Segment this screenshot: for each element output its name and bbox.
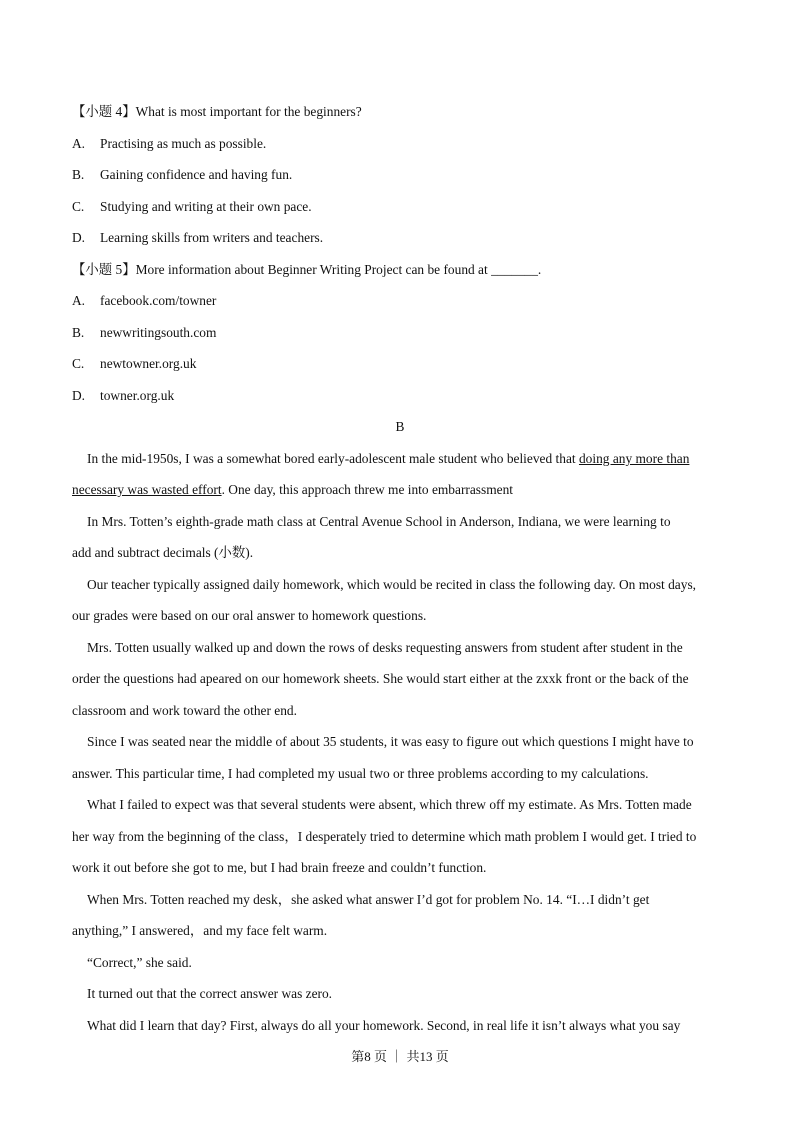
passage-paragraph-7-line-1: When Mrs. Totten reached my desk，she asked what answer I’d got for problem No. 14. “I…I didn’t get (87, 892, 650, 907)
q5-option-d (72, 387, 174, 405)
option-letter: D. (72, 388, 86, 403)
option-letter: B. (72, 325, 85, 340)
option-letter: B. (72, 167, 85, 182)
q5-option-a (72, 292, 216, 310)
passage-paragraph-9: It turned out that the correct answer was zero. (87, 986, 333, 1001)
passage-paragraph-1-line-2 (72, 481, 513, 499)
option-text: Gaining confidence and having fun. (100, 167, 293, 182)
question-5-stem: 【小题 5】More information about Beginner Writing Project can be found at _______. (72, 262, 542, 277)
q5-option-b (72, 324, 216, 342)
underlined-phrase: doing any more than (578, 451, 690, 466)
q5-option-c (72, 355, 196, 373)
passage-paragraph-10: What did I learn that day? First, always do all your homework. Second, in real life it isn’t always what you say (87, 1018, 681, 1033)
underlined-phrase: necessary was wasted effort (72, 482, 222, 497)
option-letter: C. (72, 199, 85, 214)
passage-paragraph-6-line-3: work it out before she got to me, but I had brain freeze and couldn’t function. (72, 860, 487, 875)
option-letter: C. (72, 356, 85, 371)
passage-paragraph-5-line-1: Since I was seated near the middle of about 35 students, it was easy to figure out which questions I might have to (87, 734, 694, 749)
option-text: Learning skills from writers and teachers. (100, 230, 324, 245)
passage-paragraph-3-line-2: our grades were based on our oral answer to homework questions. (72, 608, 427, 623)
passage-text: In the mid-1950s, I was a somewhat bored early-adolescent male student who believed that (87, 451, 579, 466)
passage-paragraph-2-line-1: In Mrs. Totten’s eighth-grade math class at Central Avenue School in Anderson, Indiana, we were learning to (87, 514, 671, 529)
passage-text: . One day, this approach threw me into embarrassment (221, 482, 513, 497)
q4-option-d (72, 229, 323, 247)
question-4-stem: 【小题 4】What is most important for the beginners? (72, 104, 362, 119)
option-letter: A. (72, 136, 86, 151)
option-text: towner.org.uk (100, 388, 175, 403)
passage-paragraph-7-line-2: anything,” I answered，and my face felt warm. (72, 923, 328, 938)
passage-paragraph-5-line-2: answer. This particular time, I had completed my usual two or three problems according to my calculations. (72, 766, 649, 781)
passage-paragraph-2-line-2: add and subtract decimals (小数). (72, 545, 254, 560)
q4-option-a (72, 135, 266, 153)
q4-option-b (72, 166, 292, 184)
option-letter: A. (72, 293, 86, 308)
passage-paragraph-4-line-2: order the questions had apeared on our homework sheets. She would start either at the zxxk front or the back of the (72, 671, 689, 686)
passage-paragraph-8: “Correct,” she said. (87, 955, 192, 970)
passage-paragraph-4-line-3: classroom and work toward the other end. (72, 703, 297, 718)
page-number-footer: 第8 页 ｜ 共13 页 (351, 1049, 449, 1064)
passage-paragraph-6-line-1: What I failed to expect was that several students were absent, which threw off my estimate. As Mrs. Totten made (87, 797, 692, 812)
q4-option-c (72, 198, 312, 216)
option-text: newwritingsouth.com (100, 325, 217, 340)
passage-paragraph-6-line-2: her way from the beginning of the class，I desperately tried to determine which math problem I would get. I tried to (72, 829, 697, 844)
passage-paragraph-1-line-1 (87, 450, 689, 468)
section-heading: B (395, 419, 405, 434)
option-text: newtowner.org.uk (100, 356, 197, 371)
option-text: Studying and writing at their own pace. (100, 199, 312, 214)
option-text: Practising as much as possible. (100, 136, 267, 151)
option-text: facebook.com/towner (100, 293, 217, 308)
passage-paragraph-4-line-1: Mrs. Totten usually walked up and down the rows of desks requesting answers from student after student in the (87, 640, 683, 655)
passage-paragraph-3-line-1: Our teacher typically assigned daily homework, which would be recited in class the following day. On most days, (87, 577, 696, 592)
option-letter: D. (72, 230, 86, 245)
